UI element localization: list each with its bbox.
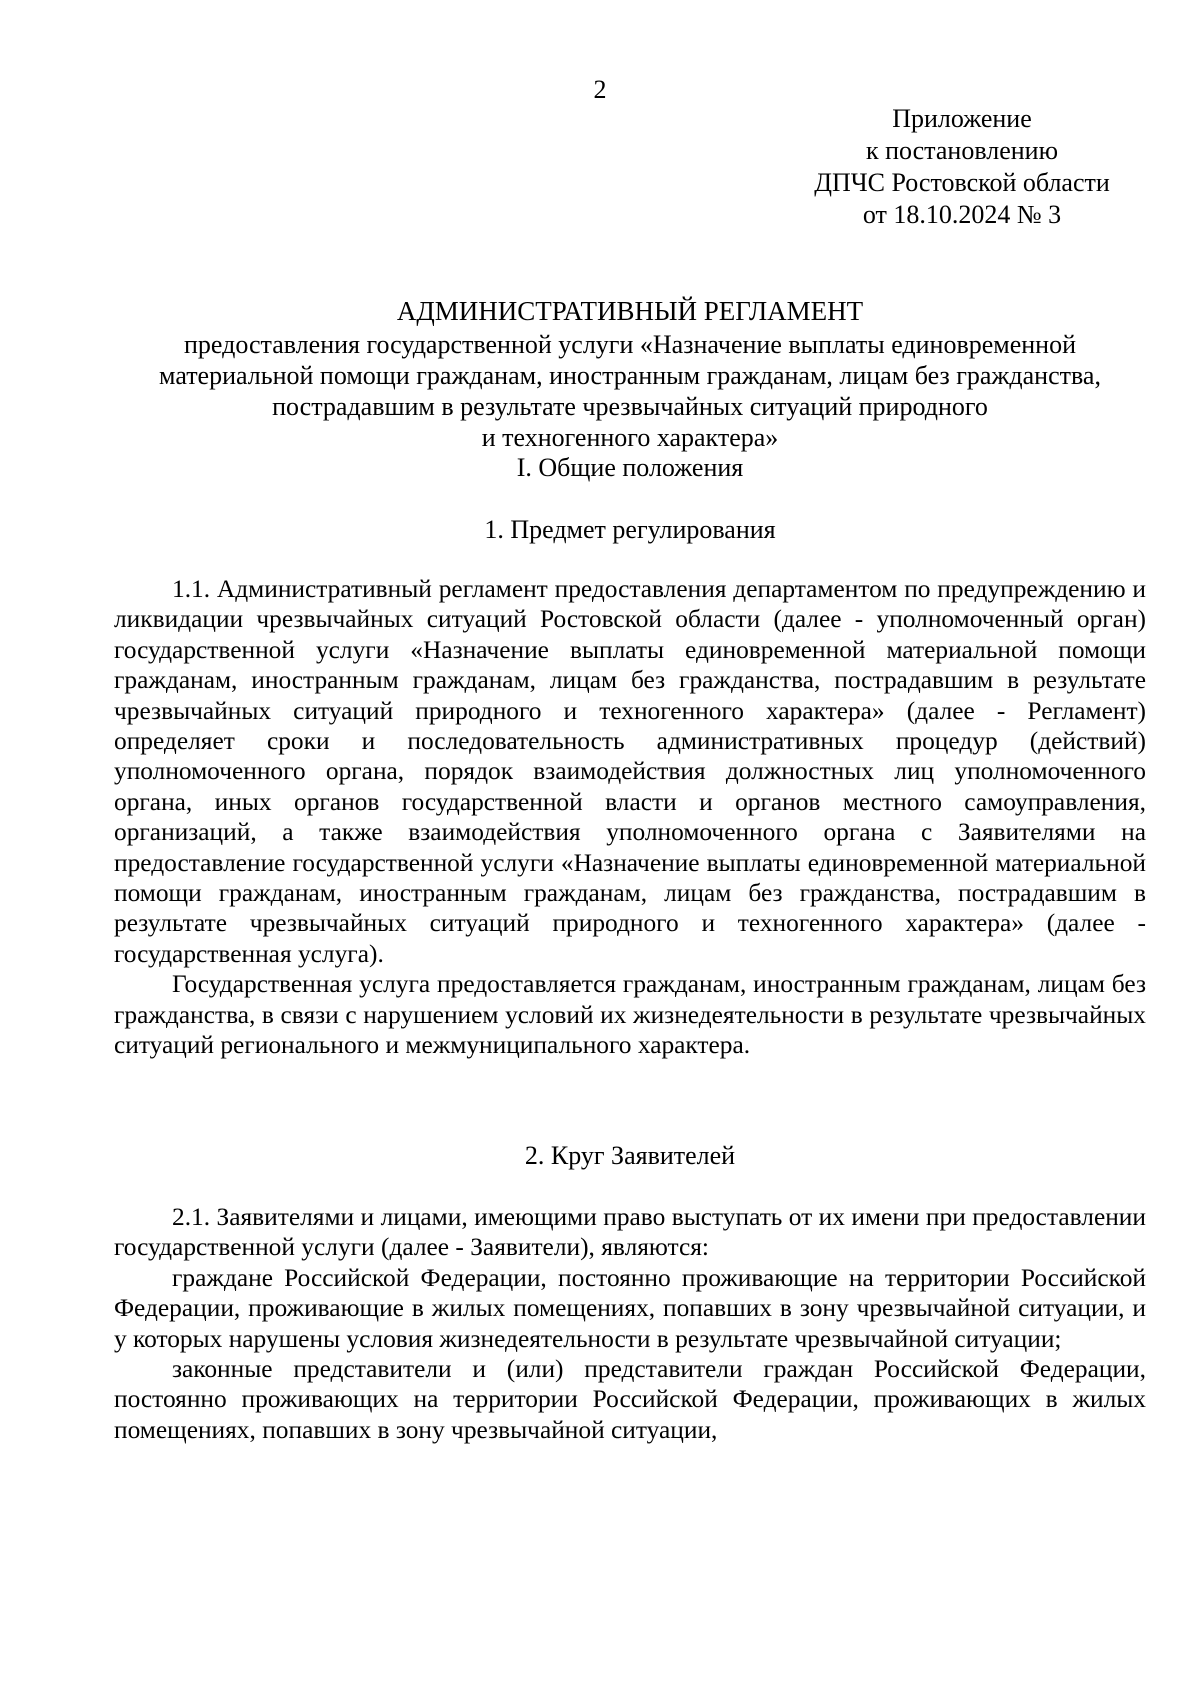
paragraph: законные представители и (или) представители граждан Российской Федерации, постоянно проживающих на территории Российской Федерации, проживающих в жилых помещениях, попавших в зону чрезвычайной ситуации, (114, 1355, 1146, 1444)
section2-body (114, 1202, 1146, 1445)
title-line: пострадавшим в результате чрезвычайных ситуаций природного (272, 392, 988, 421)
appendix-line: ДПЧС Ростовской области (814, 168, 1110, 197)
appendix-block (772, 103, 1152, 231)
document-title (100, 296, 1160, 453)
subsection-heading: 2. Круг Заявителей (524, 1141, 736, 1170)
subsection-heading: 1. Предмет регулирования (484, 515, 776, 544)
appendix-line: Приложение (892, 104, 1032, 133)
page-number: 2 (593, 75, 607, 104)
section1-body (114, 574, 1146, 1061)
paragraph: 2.1. Заявителями и лицами, имеющими право выступать от их имени при предоставлении государственной услуги (далее - Заявители), являются: (114, 1203, 1146, 1262)
title-line: и техногенного характера» (481, 423, 779, 452)
appendix-line: от 18.10.2024 № 3 (862, 200, 1062, 229)
paragraph: 1.1. Административный регламент предоставления департаментом по предупреждению и ликвидации чрезвычайных ситуаций Ростовской области (далее - уполномоченный орган) государственной услуги «Назначение выплаты единовременной материальной помощи гражданам, иностранным гражданам, лицам без гражданства, пострадавшим в результате чрезвычайных ситуаций природного и техногенного характера» (далее - Регламент) определяет сроки и последовательность административных процедур (действий) уполномоченного органа, порядок взаимодействия должностных лиц уполномоченного органа, иных органов государственной власти и органов местного самоуправления, организаций, а также взаимодействия уполномоченного органа с Заявителями на предоставление государственной услуги «Назначение выплаты единовременной материальной помощи гражданам, иностранным гражданам, лицам без гражданства, пострадавшим в результате чрезвычайных ситуаций природного и техногенного характера» (далее - государственная услуга). (114, 575, 1146, 968)
title-line: предоставления государственной услуги «Назначение выплаты единовременной (184, 330, 1076, 359)
paragraph: Государственная услуга предоставляется гражданам, иностранным гражданам, лицам без гражданства, в связи с нарушением условий их жизнедеятельности в результате чрезвычайных ситуаций регионального и межмуниципального характера. (114, 970, 1146, 1060)
title-line: АДМИНИСТРАТИВНЫЙ РЕГЛАМЕНТ (396, 296, 864, 326)
section-heading: I. Общие положения (516, 453, 744, 482)
title-line: материальной помощи гражданам, иностранным гражданам, лицам без гражданства, (159, 361, 1101, 390)
paragraph: граждане Российской Федерации, постоянно проживающие на территории Российской Федерации, проживающие в жилых помещениях, попавших в зону чрезвычайной ситуации, и у которых нарушены условия жизнедеятельности в результате чрезвычайной ситуации; (114, 1263, 1146, 1353)
appendix-line: к постановлению (865, 136, 1059, 165)
